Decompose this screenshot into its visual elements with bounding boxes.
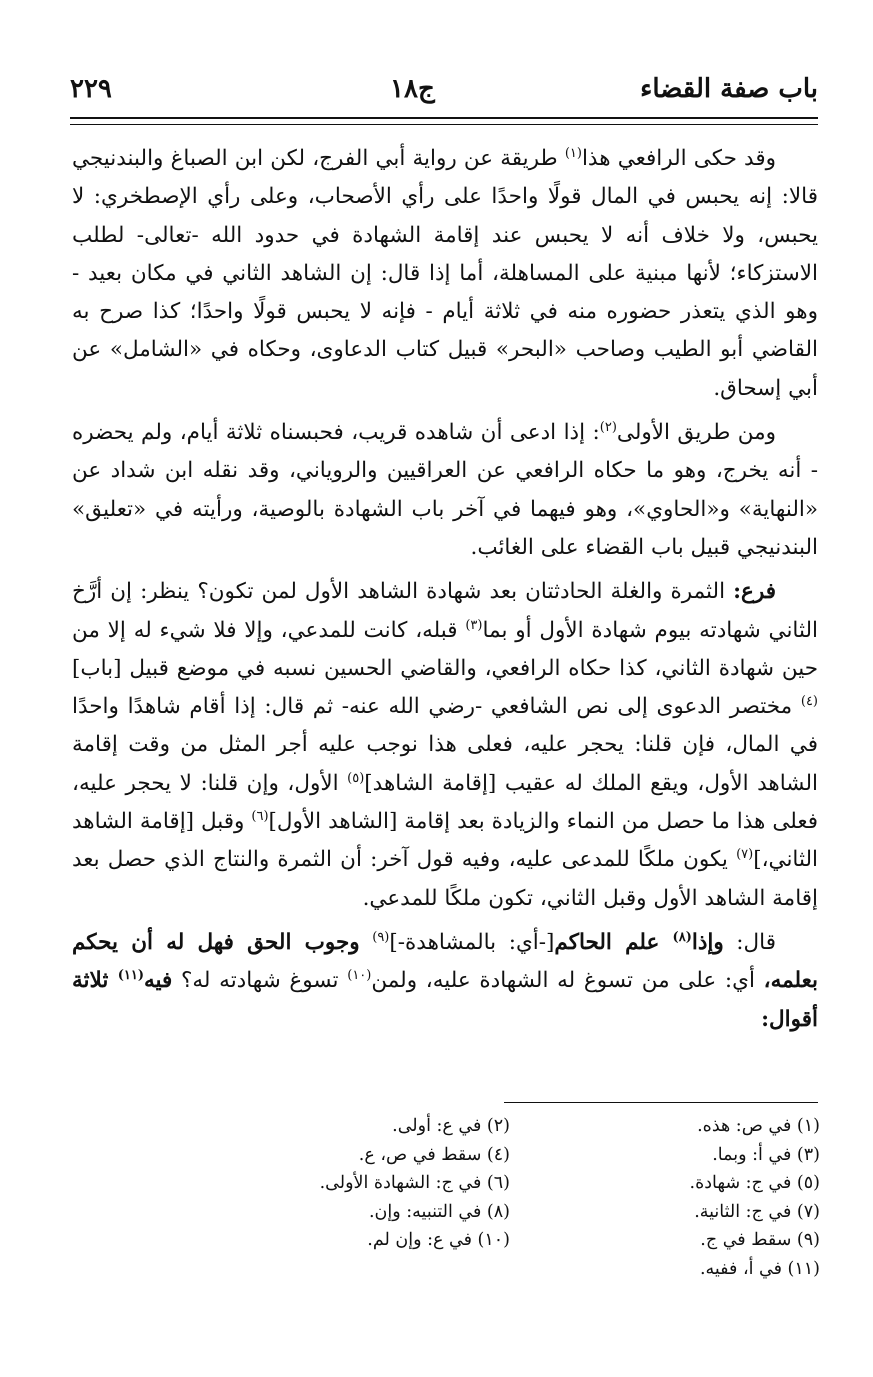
footnotes xyxy=(200,1112,820,1283)
footnote: (٢) في ع: أولى. xyxy=(392,1116,510,1136)
footnote-rule xyxy=(504,1102,818,1103)
page-number: ٢٢٩ xyxy=(70,74,112,104)
footnote: (٥) في ج: شهادة. xyxy=(689,1173,820,1193)
paragraph: قال: وإذا$^{(٨)}$ علم الحاكم[-أي: بالمشاهدة-]$^{(٩)}$ وجوب الحق فهل له أن يحكم بعلمه، أي: على من تسوغ له الشهادة عليه، ولمن$^{(١٠)}$ تسوغ شهادته له؟ فيه$^{(١١)}$ ثلاثة أقوال: xyxy=(72,929,818,1032)
paragraph: فرع: الثمرة والغلة الحادثتان بعد شهادة الشاهد الأول لمن تكون؟ ينظر: إن أرَّخ الثاني شهادته بيوم شهادة الأول أو بما$^{(٣)}$ قبله، كانت للمدعي، وإلا فلا شيء له إلا من حين شهادة الثاني، كذا حكاه الرافعي، والقاضي الحسين نسبه في موضع قبيل [باب]$^{(٤)}$ مختصر الدعوى إلى نص الشافعي -رضي الله عنه- ثم قال: إذا أقام شاهدًا واحدًا في المال، فإن قلنا: يحجر عليه، فعلى هذا نوجب عليه أجر المثل من وقت إقامة الشاهد الأول، ويقع الملك له عقيب [إقامة الشاهد]$^{(٥)}$ الأول، وإن قلنا: لا يحجر عليه، فعلى هذا ما حصل من النماء والزيادة بعد إقامة [الشاهد الأول]$^{(٦)}$ وقبل [إقامة الشاهد الثاني،]$^{(٧)}$ يكون ملكًا للمدعى عليه، وفيه قول آخر: أن الثمرة والنتاج الذي حصل بعد إقامة الشاهد الأول وقبل الثاني، تكون ملكًا للمدعي. xyxy=(72,579,819,911)
footnote: (٦) في ج: الشهادة الأولى. xyxy=(319,1173,510,1193)
footnote: (٧) في ج: الثانية. xyxy=(694,1201,820,1222)
footnote: (٤) سقط في ص، ع. xyxy=(358,1144,510,1165)
footnote-column xyxy=(510,1112,820,1283)
footnote: (٩) سقط في ج. xyxy=(700,1230,820,1250)
running-header xyxy=(70,70,818,110)
footnote: (١٠) في ع: وإن لم. xyxy=(367,1230,510,1250)
chapter-title: باب صفة القضاء xyxy=(640,74,818,104)
footnote: (٣) في أ: وبما. xyxy=(712,1144,820,1165)
main-text xyxy=(72,140,818,1039)
header-rule xyxy=(70,117,818,125)
footnote: (٨) في التنبيه: وإن. xyxy=(368,1201,510,1222)
paragraph: وقد حكى الرافعي هذا$^{(١)}$ طريقة عن رواية أبي الفرج، لكن ابن الصباغ والبندنيجي قالا: إنه يحبس في المال قولًا واحدًا على رأي الأصحاب، وعلى رأي الإصطخري: لا يحبس، ولا خلاف أنه لا يحبس عند إقامة الشهادة في حدود الله -تعالى- لطلب الاستزكاء؛ لأنها مبنية على المساهلة، أما إذا قال: إن الشاهد الثاني في مكان بعيد - وهو الذي يتعذر حضوره منه في ثلاثة أيام - فإنه لا يحبس قولًا واحدًا؛ كذا صرح به القاضي أبو الطيب وصاحب «البحر» قبيل كتاب الدعاوى، وحكاه في «الشامل» عن أبي إسحاق. xyxy=(72,145,818,401)
footnote-column xyxy=(200,1112,510,1283)
footnote: (١١) في أ، ففيه. xyxy=(699,1258,820,1279)
footnote: (١) في ص: هذه. xyxy=(697,1116,820,1136)
volume-label: ج١٨ xyxy=(390,74,435,104)
paragraph: ومن طريق الأولى$^{(٢)}$: إذا ادعى أن شاهده قريب، فحبسناه ثلاثة أيام، ولم يحضره - أنه يخرج، وهو ما حكاه الرافعي عن العراقيين والروياني، وقد نقله ابن شداد عن «النهاية» و«الحاوي»، وهو فيهما في آخر باب الشهادة بالوصية، ورأيته في «تعليق» البندنيجي قبيل باب القضاء على الغائب. xyxy=(72,419,818,560)
